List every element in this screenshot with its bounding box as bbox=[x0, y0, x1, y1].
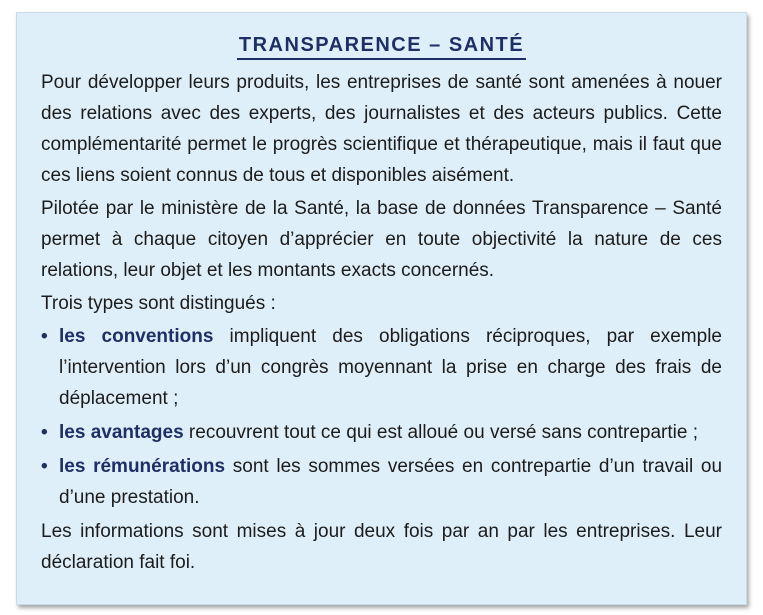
bullet-icon: • bbox=[41, 422, 48, 443]
term-remunerations: les rémunérations bbox=[59, 456, 226, 477]
paragraph-types-intro: Trois types sont distingués : bbox=[41, 293, 276, 314]
desc-avantages: recouvrent tout ce qui est alloué ou versé sans contrepartie ; bbox=[183, 422, 698, 443]
types-list bbox=[41, 321, 722, 513]
list-item-remunerations bbox=[41, 451, 722, 513]
list-item-avantages bbox=[41, 417, 722, 448]
desc-remunerations: sont les sommes versées en contrepartie d’un travail ou d’une prestation. bbox=[59, 456, 723, 508]
term-avantages: les avantages bbox=[59, 422, 184, 443]
list-item-conventions bbox=[41, 321, 722, 414]
bullet-icon: • bbox=[41, 326, 48, 347]
desc-conventions: impliquent des obligations réciproques, par exemple l’intervention lors d’un congrès moyennant la prise en charge des frais de déplacement ; bbox=[59, 326, 722, 409]
term-conventions: les conventions bbox=[59, 326, 214, 347]
info-box bbox=[16, 12, 747, 605]
paragraph-intro: Pour développer leurs produits, les entreprises de santé sont amenées à nouer des relations avec des experts, des journalistes et des acteurs publics. Cette complémentarité permet le progrès scientifique et thérapeutique, mais il faut que ces liens soient connus de tous et disponibles aisément. bbox=[41, 72, 722, 186]
box-title bbox=[41, 31, 722, 61]
bullet-icon: • bbox=[41, 456, 48, 477]
paragraph-closing: Les informations sont mises à jour deux fois par an par les entreprises. Leur déclaration fait foi. bbox=[41, 521, 722, 573]
box-title-text: TRANSPARENCE – SANTÉ bbox=[237, 32, 526, 60]
paragraph-database: Pilotée par le ministère de la Santé, la base de données Transparence – Santé permet à chaque citoyen d’apprécier en toute objectivité la nature de ces relations, leur objet et les montants exacts concernés. bbox=[41, 198, 722, 281]
